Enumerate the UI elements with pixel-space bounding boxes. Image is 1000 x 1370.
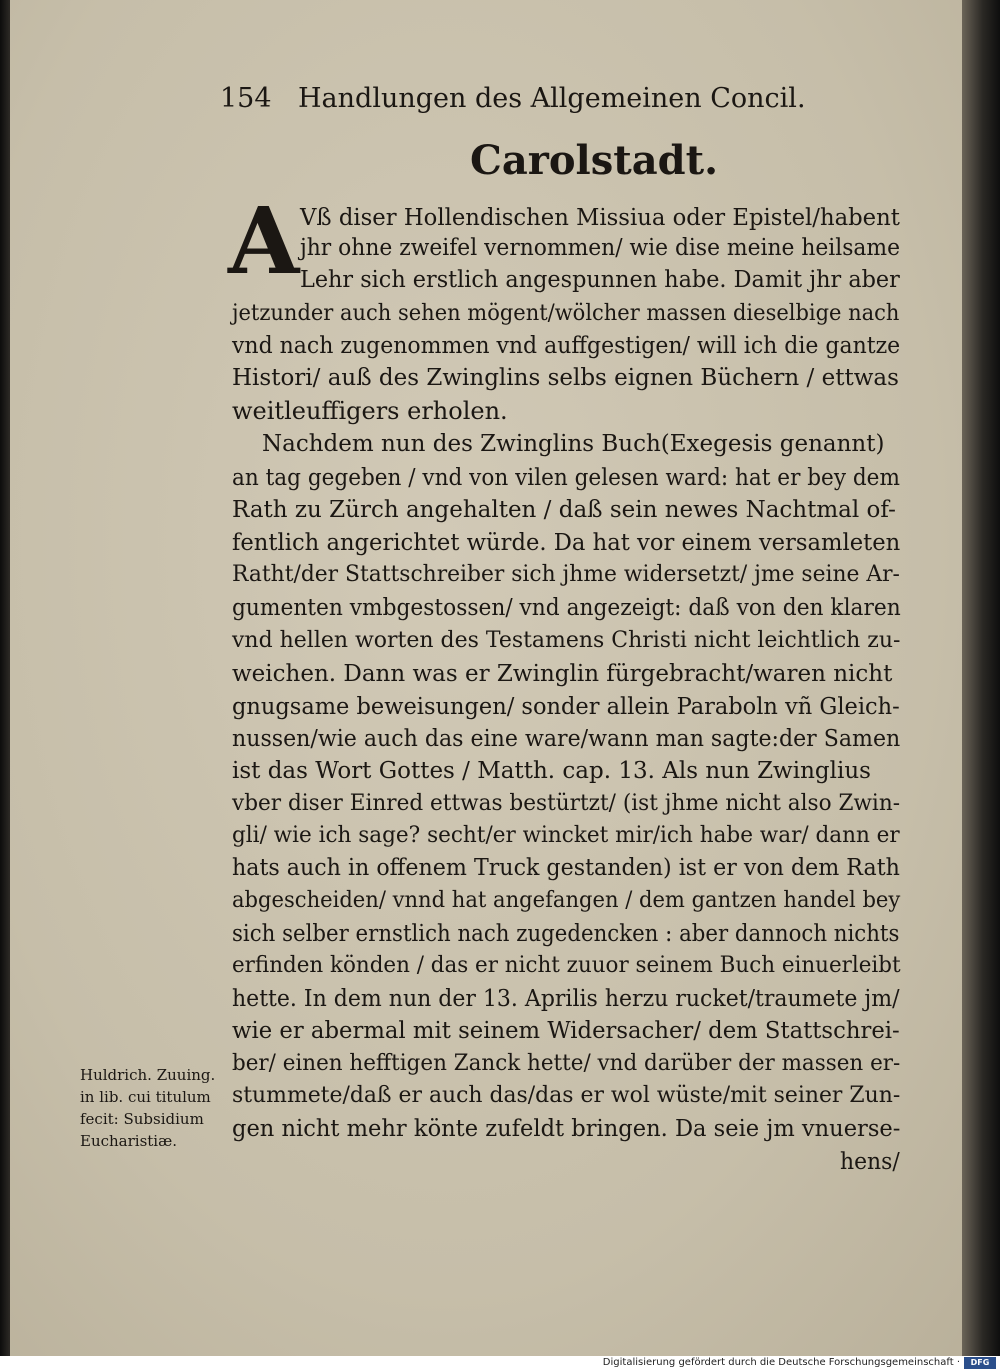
- funding-credit: Digitalisierung gefördert durch die Deutsche Forschungsgemeinschaft ·: [602, 1357, 960, 1368]
- text-line: hats auch in offenem Truck gestanden) ist er von dem Rath: [232, 855, 900, 881]
- text-line: erfinden könden / das er nicht zuuor seinem Buch einuerleibt: [232, 953, 901, 978]
- text-line: nussen/wie auch das eine ware/wann man sagte:der Samen: [232, 726, 901, 752]
- text-line: abgescheiden/ vnnd hat angefangen / dem gantzen handel bey: [232, 888, 901, 913]
- marginal-note-line: in lib. cui titulum: [80, 1088, 211, 1106]
- running-title: Handlungen des Allgemeinen Concil.: [298, 83, 806, 114]
- text-line: Rath zu Zürch angehalten / daß sein newes Nachtmal of-: [232, 497, 896, 523]
- marginal-note-line: Huldrich. Zuuing.: [80, 1066, 216, 1084]
- marginal-note-line: Eucharistiæ.: [80, 1132, 177, 1150]
- text-line: Ratht/der Stattschreiber sich jhme widersetzt/ jme seine Ar-: [232, 562, 900, 587]
- text-line: gnugsame beweisungen/ sonder allein Paraboln vñ Gleich-: [232, 694, 900, 720]
- text-line: weitleuffigers erholen.: [232, 397, 508, 425]
- text-line: ist das Wort Gottes / Matth. cap. 13. Als nun Zwinglius: [232, 758, 871, 784]
- chapter-title: Carolstadt.: [470, 137, 718, 184]
- text-line: Vß diser Hollendischen Missiua oder Epistel/habent: [300, 205, 900, 231]
- text-line: ber/ einen hefftigen Zanck hette/ vnd darüber der massen er-: [232, 1051, 901, 1076]
- text-line: fentlich angerichtet würde. Da hat vor einem versamleten: [232, 530, 901, 556]
- running-header: [220, 82, 840, 116]
- text-line: gen nicht mehr könte zufeldt bringen. Da seie jm vnuerse-: [232, 1116, 901, 1142]
- marginal-note-line: fecit: Subsidium: [80, 1110, 204, 1128]
- text-line: an tag gegeben / vnd von vilen gelesen ward: hat er bey dem: [232, 465, 900, 491]
- text-line: weichen. Dann was er Zwinglin fürgebracht/waren nicht: [232, 661, 893, 687]
- footer-bar: [0, 1356, 1000, 1370]
- text-line: Histori/ auß des Zwinglins selbs eignen Büchern / ettwas: [232, 365, 899, 391]
- text-line: wie er abermal mit seinem Widersacher/ dem Stattschrei-: [232, 1018, 900, 1044]
- text-line: jhr ohne zweifel vernommen/ wie dise meine heilsame: [300, 235, 901, 261]
- page-number: 154: [220, 83, 272, 114]
- text-line: vber diser Einred ettwas bestürtzt/ (ist jhme nicht also Zwin-: [232, 791, 901, 816]
- text-line: gli/ wie ich sage? secht/er wincket mir/ich habe war/ dann er: [232, 823, 900, 848]
- text-line: gumenten vmbgestossen/ vnd angezeigt: daß von den klaren: [232, 595, 901, 621]
- text-line: sich selber ernstlich nach zugedencken : aber dannoch nichts: [232, 921, 900, 947]
- book-gutter: [962, 0, 1000, 1356]
- text-line: stummete/daß er auch das/das er wol wüste/mit seiner Zun-: [232, 1083, 901, 1108]
- decorated-initial: A: [228, 187, 300, 295]
- marginal-note: [80, 1064, 250, 1152]
- text-line: jetzunder auch sehen mögent/wölcher massen dieselbige nach: [232, 301, 900, 326]
- text-line: Lehr sich erstlich angespunnen habe. Damit jhr aber: [300, 267, 900, 293]
- catchword: hens/: [840, 1149, 900, 1175]
- text-line: hette. In dem nun der 13. Aprilis herzu rucket/traumete jm/: [232, 986, 900, 1012]
- text-line: vnd nach zugenommen vnd auffgestigen/ will ich die gantze: [232, 333, 901, 359]
- text-line: vnd hellen worten des Testamens Christi nicht leichtlich zu-: [232, 628, 901, 653]
- text-line: Nachdem nun des Zwinglins Buch(Exegesis genannt): [262, 431, 885, 457]
- dfg-logo: DFG: [964, 1357, 996, 1369]
